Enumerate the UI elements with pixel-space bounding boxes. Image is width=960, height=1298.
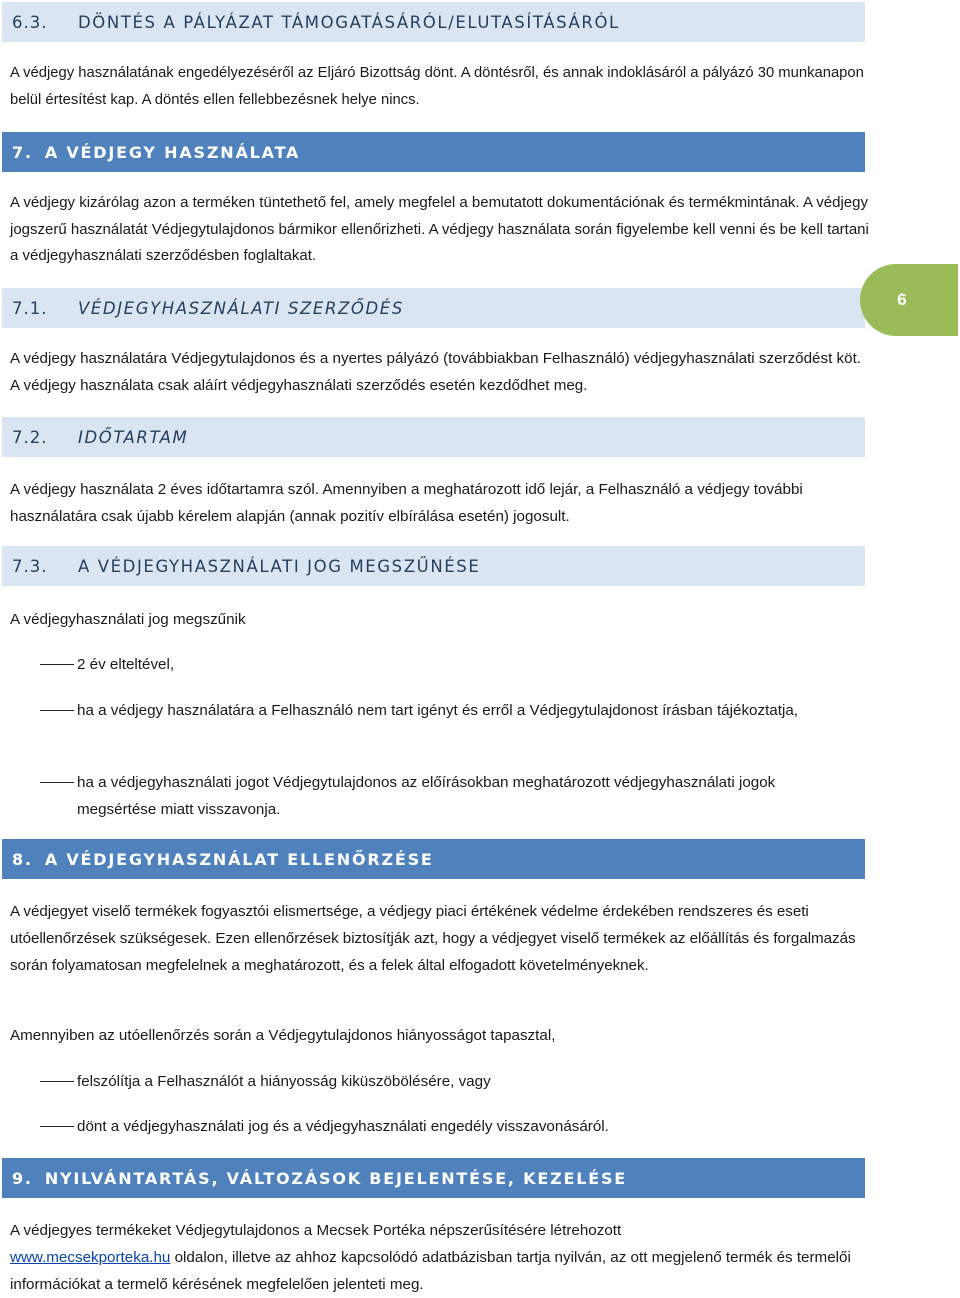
paragraph-7: A védjegy kizárólag azon a terméken tüntethető fel, amely megfelel a bemutatott dokumentációnak és termékmintának. A védjegy jogszerű használatát Védjegytulajdonos bármikor ellenőrizheti. A védjegy használata során figyelembe kell venni és be kell tartani a védjegyhasználati szerződésben foglaltakat. xyxy=(10,194,869,264)
list-item-text: felszólítja a Felhasználót a hiányosság kiküszöbölésére, vagy xyxy=(77,1073,491,1090)
paragraph-9-text-a: A védjegyes termékeket Védjegytulajdonos a Mecsek Portéka népszerűsítésére létrehozott xyxy=(10,1222,622,1239)
heading-7-3 xyxy=(2,546,865,586)
heading-title: A VÉDJEGYHASZNÁLATI JOG MEGSZŰNÉSE xyxy=(78,556,481,576)
list-item-text: dönt a védjegyhasználati jog és a védjegyhasználati engedély visszavonásáról. xyxy=(77,1118,609,1135)
heading-title: NYILVÁNTARTÁS, VÁLTOZÁSOK BEJELENTÉSE, KEZELÉSE xyxy=(44,1168,628,1188)
list-item-text: 2 év elteltével, xyxy=(77,656,175,673)
heading-title: DÖNTÉS A PÁLYÁZAT TÁMOGATÁSÁRÓL/ELUTASÍTÁSÁRÓL xyxy=(78,12,620,32)
paragraph-7-3-intro: A védjegyhasználati jog megszűnik xyxy=(10,611,246,628)
dash-bullet xyxy=(40,1081,74,1082)
page-number: 6 xyxy=(897,290,907,309)
heading-number: 7.3. xyxy=(12,556,48,576)
paragraph-9 xyxy=(10,1217,870,1298)
heading-number: 7. xyxy=(12,142,33,162)
paragraph-7-1: A védjegy használatára Védjegytulajdonos és a nyertes pályázó (továbbiakban Felhasználó) védjegyhasználati szerződést köt. A védjegy használata csak aláírt védjegyhasználati szerződés esetén kezdődhet meg. xyxy=(10,350,862,394)
heading-7-2 xyxy=(2,417,865,457)
heading-title: A VÉDJEGY HASZNÁLATA xyxy=(44,142,301,162)
heading-number: 9. xyxy=(12,1168,33,1188)
paragraph-6-3: A védjegy használatának engedélyezéséről az Eljáró Bizottság dönt. A döntésről, és annak indoklásáról a pályázó 30 munkanapon belül értesítést kap. A döntés ellen fellebbezésnek helye nincs. xyxy=(10,65,864,108)
list-item-text: ha a védjegyhasználati jogot Védjegytulajdonos az előírásokban meghatározott védjegyhasználati jogok megsértése miatt visszavonja. xyxy=(77,774,776,818)
heading-9 xyxy=(2,1158,865,1198)
heading-7 xyxy=(2,132,865,172)
heading-number: 8. xyxy=(12,849,33,869)
dash-bullet xyxy=(40,1126,74,1127)
heading-7-1 xyxy=(2,288,865,328)
mecsekporteka-link[interactable]: www.mecsekporteka.hu xyxy=(10,1249,171,1266)
paragraph-7-2: A védjegy használata 2 éves időtartamra szól. Amennyiben a meghatározott idő lejár, a Felhasználó a védjegy további használatára csak újabb kérelem alapján (annak pozitív elbírálása esetén) jogosult. xyxy=(10,481,803,525)
heading-title: VÉDJEGYHASZNÁLATI SZERZŐDÉS xyxy=(78,298,404,318)
heading-number: 7.2. xyxy=(12,427,48,447)
heading-title: A VÉDJEGYHASZNÁLAT ELLENŐRZÉSE xyxy=(44,849,434,869)
dash-bullet xyxy=(40,782,74,783)
heading-number: 7.1. xyxy=(12,298,48,318)
page-number-badge xyxy=(860,264,958,336)
paragraph-8-2: Amennyiben az utóellenőrzés során a Védjegytulajdonos hiányosságot tapasztal, xyxy=(10,1027,556,1044)
dash-bullet xyxy=(40,664,74,665)
list-item-text: ha a védjegy használatára a Felhasználó nem tart igényt és erről a Védjegytulajdonost írásban tájékoztatja, xyxy=(77,702,798,719)
paragraph-9-text-b: oldalon, illetve az ahhoz kapcsolódó adatbázisban tartja nyilván, az ott megjelenő termék és termelői információkat a termelő kérésének megfelelően jelenteti meg. xyxy=(10,1249,851,1293)
heading-8 xyxy=(2,839,865,879)
dash-bullet xyxy=(40,710,74,711)
heading-6-3 xyxy=(2,2,865,42)
heading-number: 6.3. xyxy=(12,12,48,32)
heading-title: IDŐTARTAM xyxy=(78,427,189,447)
paragraph-8-1: A védjegyet viselő termékek fogyasztói elismertsége, a védjegy piaci értékének védelme érdekében rendszeres és eseti utóellenőrzések szükségesek. Ezen ellenőrzések biztosítják azt, hogy a védjegyet viselő termékek az előállítás és forgalmazás során folyamatosan megfelelnek a meghatározott, és a felek által elfogadott követelményeknek. xyxy=(10,903,856,974)
